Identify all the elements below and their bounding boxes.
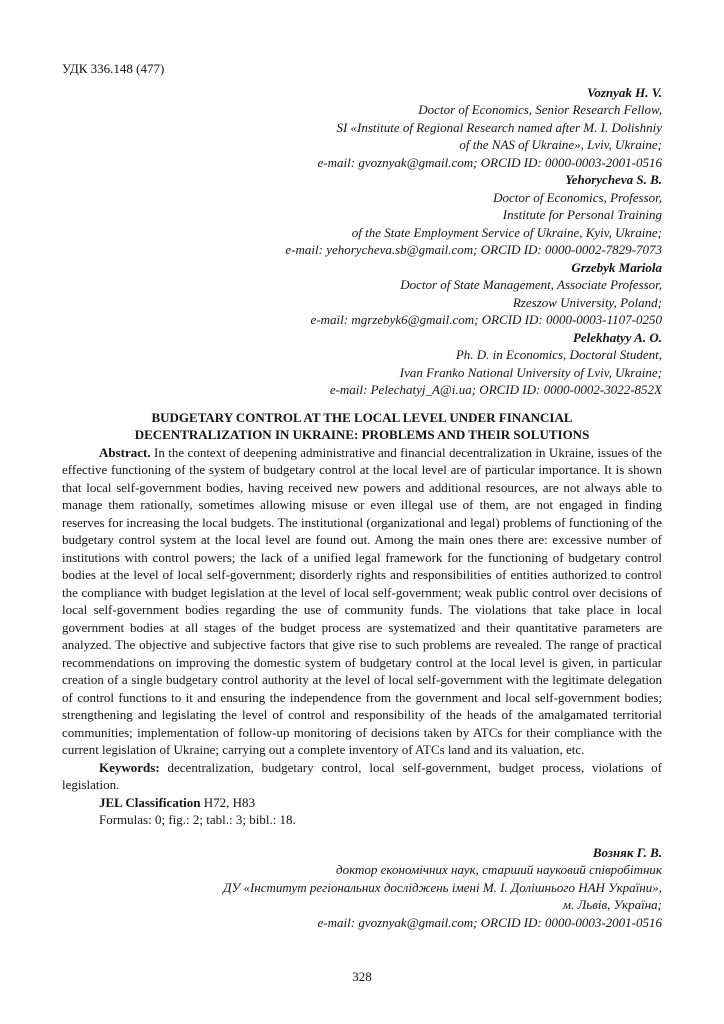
page-number: 328 — [352, 969, 372, 984]
author-name: Voznyak H. V. — [587, 84, 662, 100]
author-email-orcid-line: e-mail: gvoznyak@gmail.com; ORCID ID: 0000-0003-2001-0516 — [317, 914, 662, 930]
author-affiliation-line: Doctor of State Management, Associate Professor, — [400, 277, 662, 292]
author-affiliation-line: Ivan Franko National University of Lviv, Ukraine; — [399, 364, 662, 380]
author-email-orcid-line: e-mail: gvoznyak@gmail.com; ORCID ID: 0000-0003-2001-0516 — [317, 154, 662, 170]
author-block-en-4 — [62, 329, 662, 399]
udc-code: УДК 336.148 (477) — [62, 61, 165, 76]
author-affiliation-line: доктор економічних наук, старший науковий співробітник — [336, 862, 662, 877]
author-name: Yehorycheva S. B. — [565, 172, 662, 187]
author-affiliation-line: Ph. D. in Economics, Doctoral Student, — [455, 347, 662, 362]
abstract-paragraph — [62, 444, 662, 759]
author-affiliation-line: of the NAS of Ukraine», Lviv, Ukraine; — [459, 137, 662, 152]
keywords-paragraph — [62, 759, 662, 794]
jel-label: JEL Classification — [99, 794, 201, 810]
jel-value: H72, H83 — [203, 794, 256, 810]
paper-title-line-2: DECENTRALIZATION IN UKRAINE: PROBLEMS AND THEIR SOLUTIONS — [134, 427, 590, 442]
paper-title — [62, 409, 662, 444]
author-affiliation-line: of the State Employment Service of Ukraine, Kyiv, Ukraine; — [351, 224, 662, 240]
author-affiliation-line: Institute for Personal Training — [502, 207, 662, 222]
author-email-orcid-line: e-mail: mgrzebyk6@gmail.com; ORCID ID: 0000-0003-1107-0250 — [310, 312, 662, 327]
formulas-line: Formulas: 0; fig.: 2; tabl.: 3; bibl.: 18. — [99, 812, 296, 827]
abstract-label: Abstract. — [99, 444, 151, 460]
author-name: Grzebyk Mariola — [571, 259, 662, 275]
paper-title-line-1: BUDGETARY CONTROL AT THE LOCAL LEVEL UNDER FINANCIAL — [151, 409, 573, 425]
author-name: Возняк Г. В. — [592, 844, 662, 860]
author-block-en-1 — [62, 84, 662, 172]
keywords-text: decentralization, budgetary control, local self-government, budget process, violations of legislation. — [62, 759, 662, 792]
keywords-label: Keywords: — [99, 759, 160, 775]
jel-classification-line — [62, 794, 662, 812]
author-affiliation-line: Doctor of Economics, Professor, — [493, 189, 662, 205]
author-block-en-3 — [62, 259, 662, 329]
author-email-orcid-line: e-mail: yehorycheva.sb@gmail.com; ORCID ID: 0000-0002-7829-7073 — [285, 242, 662, 257]
author-affiliation-line: Rzeszow University, Poland; — [512, 294, 662, 310]
author-block-uk-1 — [62, 844, 662, 932]
author-affiliation-line: Doctor of Economics, Senior Research Fellow, — [418, 102, 662, 117]
abstract-text: In the context of deepening administrative and financial decentralization in Ukraine, issues of the effective functioning of the system of budgetary control at the local level are of particular importance. It is shown that local self-government bodies, having received new powers and additional resources, are not always able to manage them rationally, sometimes allowing misuse or even illegal use of them, are not engaged in finding reserves for increasing the local budgets. The institutional (organizational and legal) problems of functioning of the budgetary control system at the local level are found out. Among the main ones there are: excessive number of institutions with control powers; the lack of a unified legal framework for the functioning of budgetary control bodies at the level of local self-government; disorderly rights and responsibilities of entities authorized to control the compliance with budget legislation at the level of local self-government; weak public control over decisions of local self-government bodies regarding the use of community funds. The violations that take place in local government bodies at all stages of the budget process are systematized and their quantitative parameters are analyzed. The objective and subjective factors that give rise to such problems are revealed. The range of practical recommendations on improving the domestic system of budgetary control at the local level is given, in particular creation of a single budgetary control authority at the level of local self-government with the legitimate delegation of control functions to it and ensuring the independence from the government and local self-government bodies; strengthening and legislating the level of control and responsibility of the heads of the amalgamated territorial communities; implementation of follow-up monitoring of decisions taken by ATCs for their compliance with the current legislation of Ukraine; carrying out a complete inventory of ATCs land and its valuation, etc. — [62, 444, 663, 757]
author-affiliation-line: SI «Institute of Regional Research named after M. I. Dolishniy — [336, 119, 662, 135]
author-affiliation-line: м. Львів, Україна; — [562, 897, 662, 912]
author-email-orcid-line: e-mail: Pelechatyj_A@i.ua; ORCID ID: 0000-0002-3022-852X — [329, 382, 662, 397]
author-block-en-2 — [62, 171, 662, 259]
author-name: Pelekhatyy A. O. — [572, 329, 662, 345]
author-affiliation-line: ДУ «Інститут регіональних досліджень імені М. І. Долішнього НАН України», — [223, 879, 662, 895]
